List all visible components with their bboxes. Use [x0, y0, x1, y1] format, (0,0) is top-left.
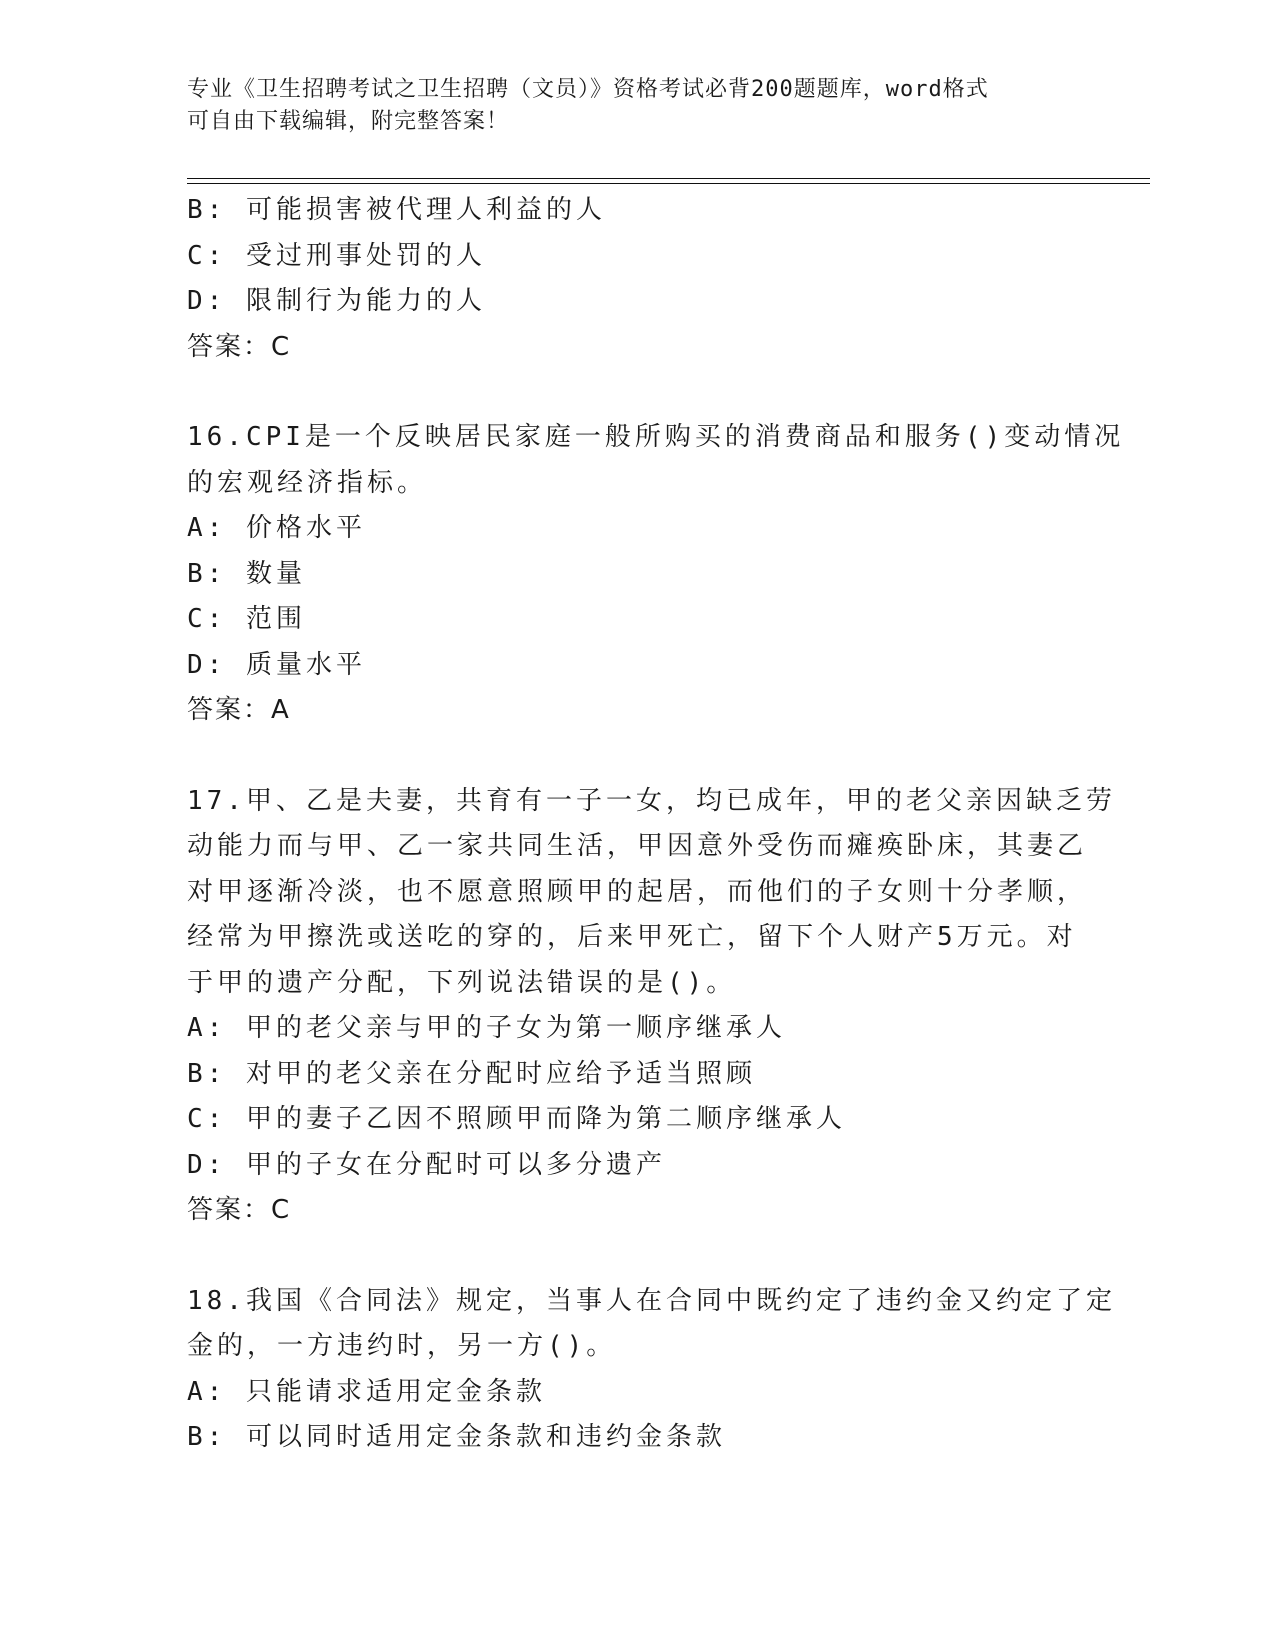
answer: 答案：A: [187, 695, 291, 725]
question-stem-line: 金的，一方违约时，另一方()。: [187, 1331, 617, 1361]
document-header: [187, 74, 1067, 138]
question-stem-line: 的宏观经济指标。: [187, 467, 428, 498]
answer: 答案：C: [187, 1195, 292, 1225]
question-17: [187, 779, 1116, 1234]
option-b: B: 可以同时适用定金条款和违约金条款: [187, 1422, 726, 1452]
question-stem-line: 17.甲、乙是夫妻，共育有一子一女，均已成年，甲的老父亲因缺乏劳: [187, 785, 1116, 816]
question-stem-line: 16.CPI是一个反映居民家庭一般所购买的消费商品和服务()变动情况: [187, 422, 1125, 452]
question-stem-line: 18.我国《合同法》规定，当事人在合同中既约定了违约金又约定了定: [187, 1285, 1116, 1316]
option-b: B: 数量: [187, 558, 306, 589]
header-line-1: 专业《卫生招聘考试之卫生招聘（文员）》资格考试必背200题题库，word格式: [187, 77, 989, 102]
question-stem-line: 对甲逐渐冷淡，也不愿意照顾甲的起居，而他们的子女则十分孝顺，: [187, 876, 1088, 907]
option-b: B: 对甲的老父亲在分配时应给予适当照顾: [187, 1058, 756, 1089]
option-c: C: 甲的妻子乙因不照顾甲而降为第二顺序继承人: [187, 1104, 846, 1134]
question-18: [187, 1279, 1116, 1461]
question-stem-line: 于甲的遗产分配，下列说法错误的是()。: [187, 967, 737, 998]
option-b: B: 可能损害被代理人利益的人: [187, 195, 606, 225]
option-d: D: 限制行为能力的人: [187, 286, 486, 316]
header-rule-top: [187, 178, 1150, 179]
option-a: A: 甲的老父亲与甲的子女为第一顺序继承人: [187, 1013, 786, 1043]
question-16: [187, 415, 1125, 734]
option-a: A: 价格水平: [187, 513, 366, 543]
option-c: C: 范围: [187, 604, 306, 634]
question-stem-line: 动能力而与甲、乙一家共同生活，甲因意外受伤而瘫痪卧床，其妻乙: [187, 831, 1088, 861]
answer: 答案：C: [187, 331, 292, 362]
header-rule-bottom: [187, 183, 1150, 184]
option-d: D: 甲的子女在分配时可以多分遗产: [187, 1149, 666, 1180]
option-c: C: 受过刑事处罚的人: [187, 240, 486, 271]
option-d: D: 质量水平: [187, 649, 366, 680]
document-body: [187, 188, 1125, 1461]
option-a: A: 只能请求适用定金条款: [187, 1376, 546, 1407]
question-stem-line: 经常为甲擦洗或送吃的穿的，后来甲死亡，留下个人财产5万元。对: [187, 922, 1077, 952]
continued-question: [187, 188, 1067, 370]
header-line-2: 可自由下载编辑，附完整答案！: [187, 109, 510, 134]
